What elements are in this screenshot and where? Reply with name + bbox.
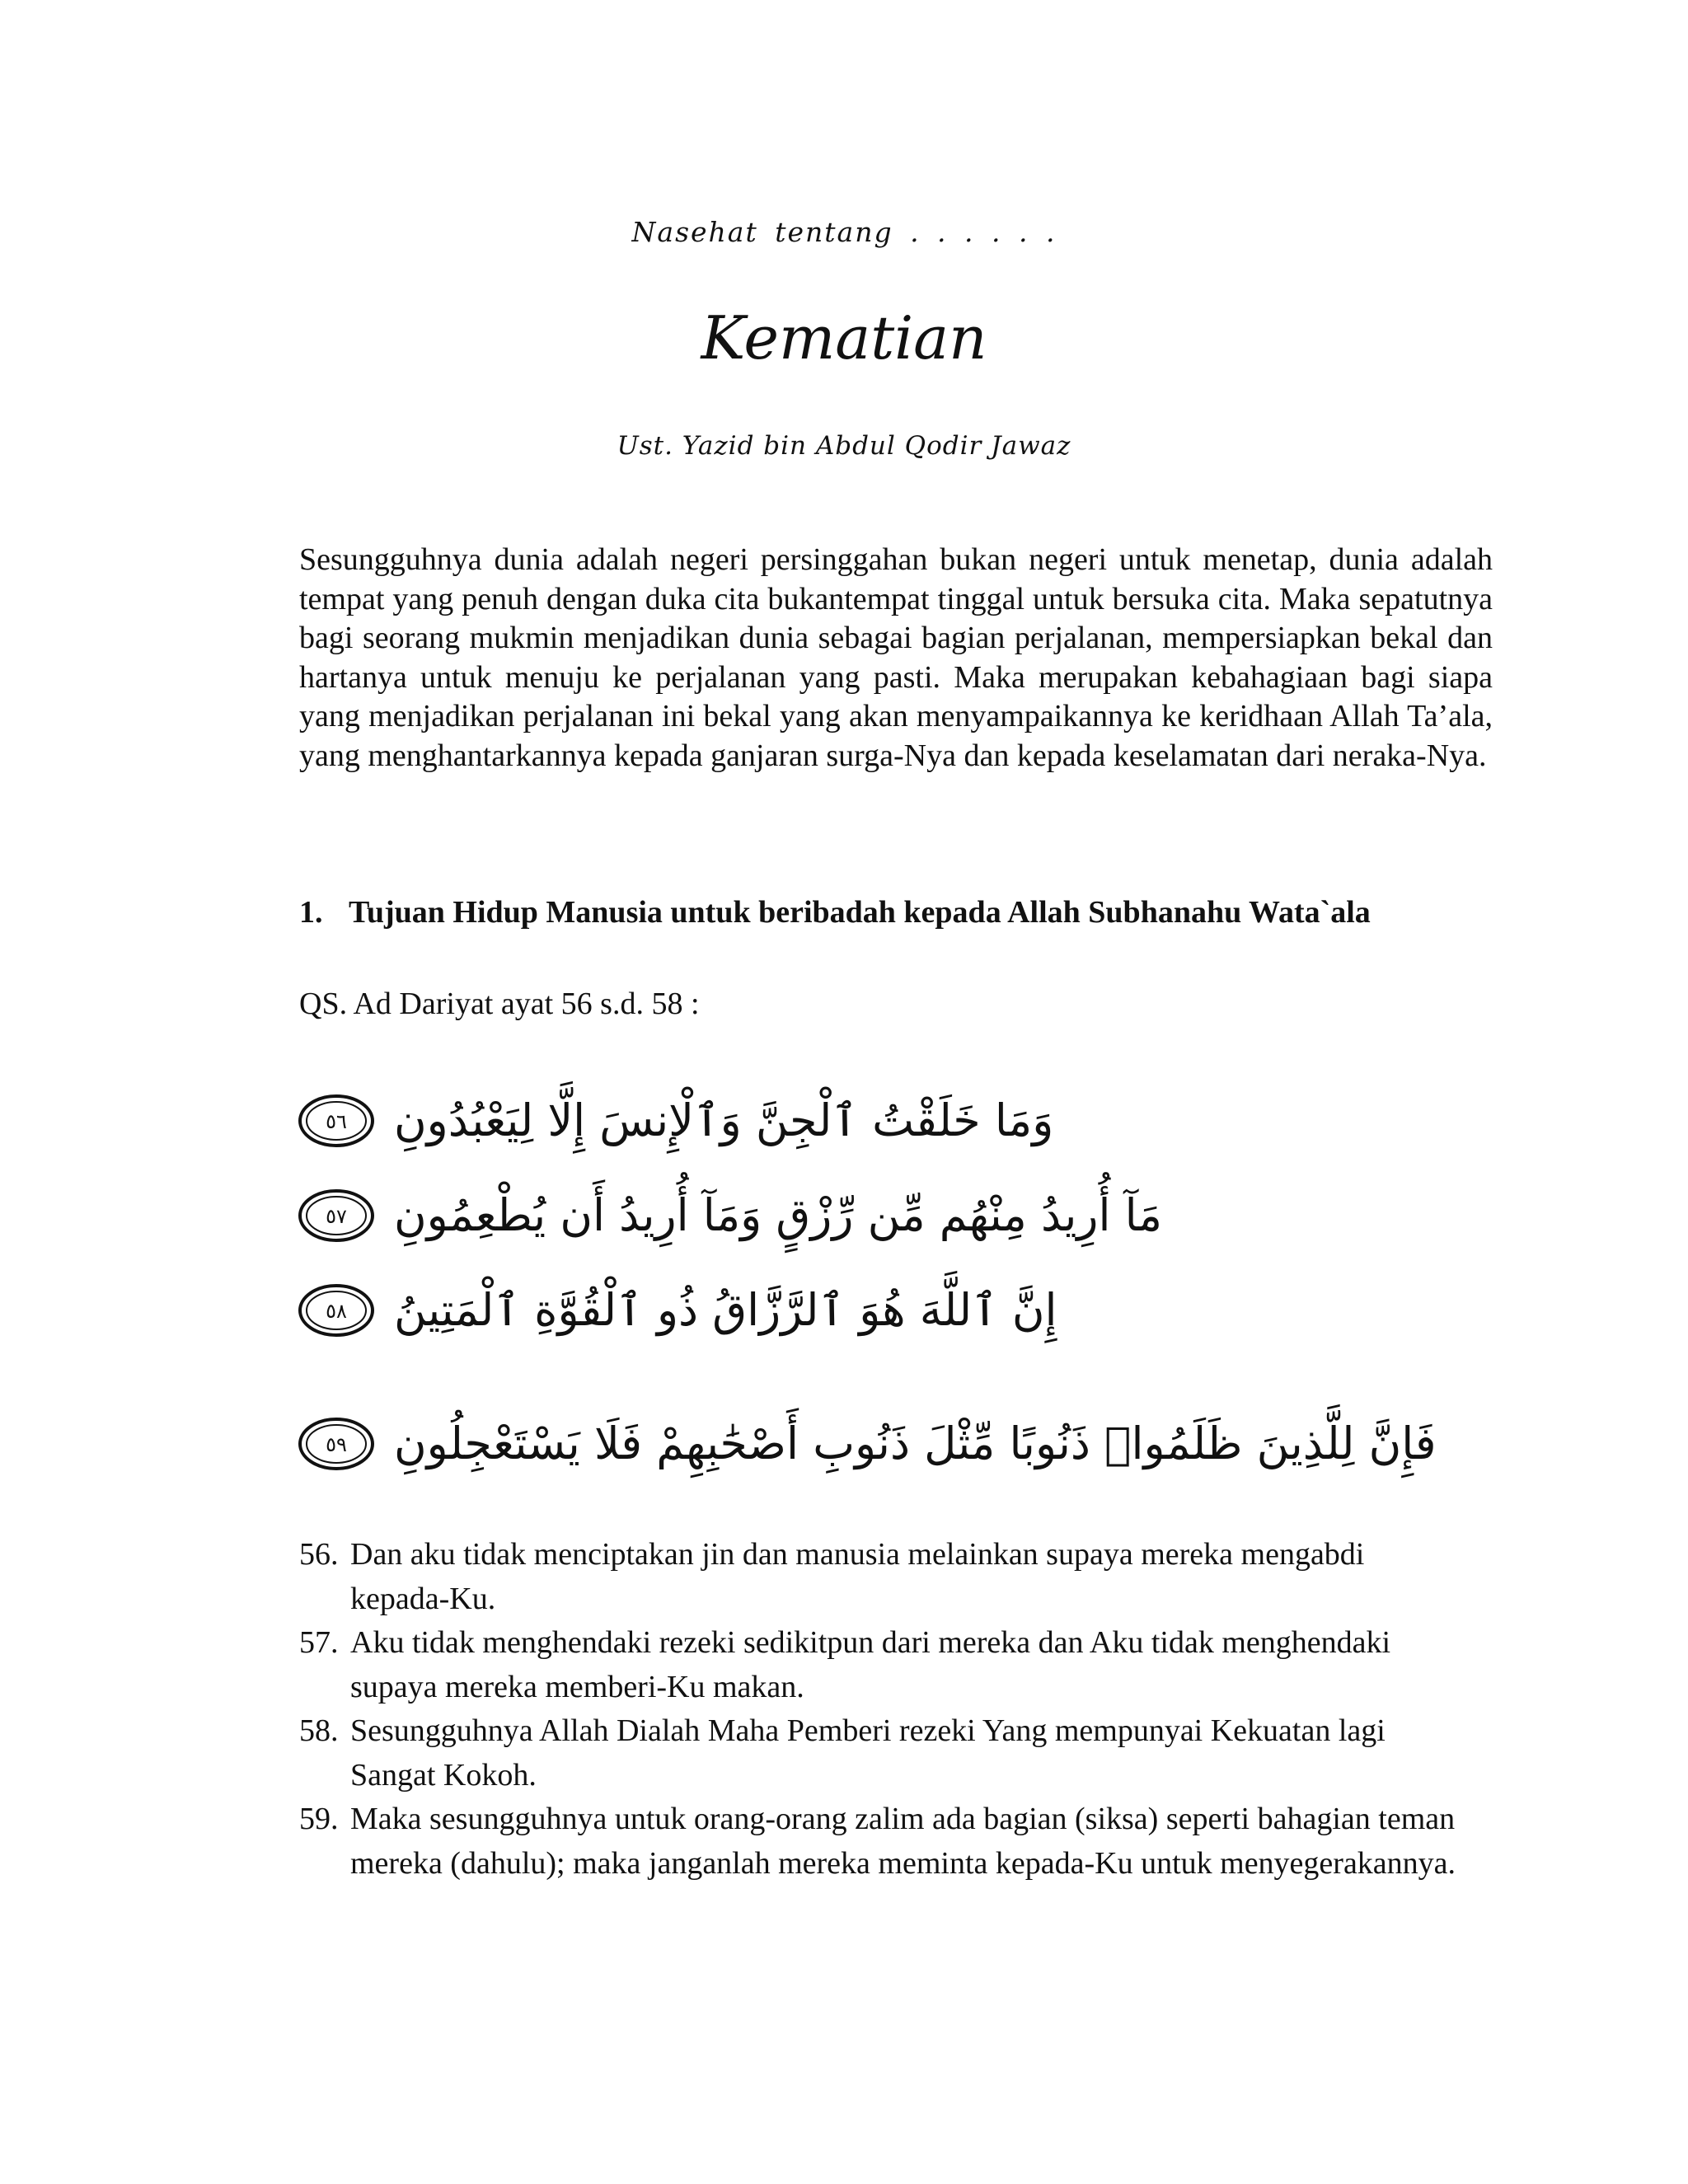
translation-item [299,1797,1470,1886]
ayah-number-marker [297,1414,376,1474]
translation-text: Maka sesungguhnya untuk orang-orang zalim ada bagian (siksa) seperti bahagian teman mereka (dahulu); maka janganlah mereka meminta kepada-Ku untuk menyegerakannya. [350,1802,1456,1881]
ayah-number-marker [297,1091,376,1151]
ayah-number-label: ٥٨ [326,1300,347,1323]
section-title: Tujuan Hidup Manusia untuk beribadah kepada Allah Subhanahu Wata`ala [349,895,1371,930]
translation-item [299,1709,1470,1797]
surah-reference: QS. Ad Dariyat ayat 56 s.d. 58 : [299,987,700,1021]
ayah-text: إِنَّ ٱللَّهَ هُوَ ٱلرَّزَّاقُ ذُو ٱلْقُوَّةِ ٱلْمَتِينُ [394,1284,1057,1336]
translation-number: 59. [299,1802,339,1836]
ayah-row [297,1088,1053,1154]
translation-item [299,1533,1470,1621]
page-title: Kematian [701,303,987,373]
ayah-number-label: ٥٦ [326,1110,347,1133]
ayah-row [297,1183,1162,1249]
ayah-number-marker [297,1186,376,1245]
ayah-text: مَآ أُرِيدُ مِنْهُم مِّن رِّزْقٍ وَمَآ أُرِيدُ أَن يُطْعِمُونِ [394,1189,1163,1241]
ayah-row [297,1277,1057,1343]
author-name: Ust. Yazid bin Abdul Qodir Jawaz [617,431,1071,461]
ayah-number-label: ٥٩ [326,1433,347,1456]
translation-text: Sesungguhnya Allah Dialah Maha Pemberi rezeki Yang mempunyai Kekuatan lagi Sangat Kokoh. [350,1713,1386,1793]
translation-list [299,1533,1470,1886]
ayah-text: وَمَا خَلَقْتُ ٱلْجِنَّ وَٱلْإِنسَ إِلَّا لِيَعْبُدُونِ [394,1094,1054,1146]
ayah-row [297,1411,1437,1477]
translation-text: Dan aku tidak menciptakan jin dan manusia melainkan supaya mereka mengabdi kepada-Ku. [350,1537,1365,1616]
ayah-text: فَإِنَّ لِلَّذِينَ ظَلَمُوا۟ ذَنُوبًا مِّثْلَ ذَنُوبِ أَصْحَٰبِهِمْ فَلَا يَسْتَعْجِلُونِ [394,1418,1437,1469]
translation-number: 56. [299,1537,339,1572]
ayah-number-marker [297,1281,376,1340]
translation-item [299,1621,1470,1709]
section-number: 1. [299,895,323,930]
translation-number: 57. [299,1625,339,1660]
section-heading [299,894,1536,930]
translation-text: Aku tidak menghendaki rezeki sedikitpun dari mereka dan Aku tidak menghendaki supaya mereka memberi-Ku makan. [350,1625,1391,1704]
ayah-number-label: ٥٧ [326,1205,347,1228]
kicker-text: Nasehat tentang . . . . . . [631,216,1057,248]
intro-paragraph: Sesungguhnya dunia adalah negeri persinggahan bukan negeri untuk menetap, dunia adalah tempat yang penuh dengan duka cita bukantempat tinggal untuk bersuka cita. Maka sepatutnya bagi seorang mukmin menjadikan dunia sebagai bagian perjalanan, mempersiapkan bekal dan hartanya untuk menuju ke perjalanan yang pasti. Maka merupakan kebahagiaan bagi siapa yang menjadikan perjalanan ini bekal yang akan menyampaikannya ke keridhaan Allah Ta’ala, yang menghantarkannya kepada ganjaran surga-Nya dan kepada keselamatan dari neraka-Nya. [299,542,1493,773]
translation-number: 58. [299,1713,339,1748]
